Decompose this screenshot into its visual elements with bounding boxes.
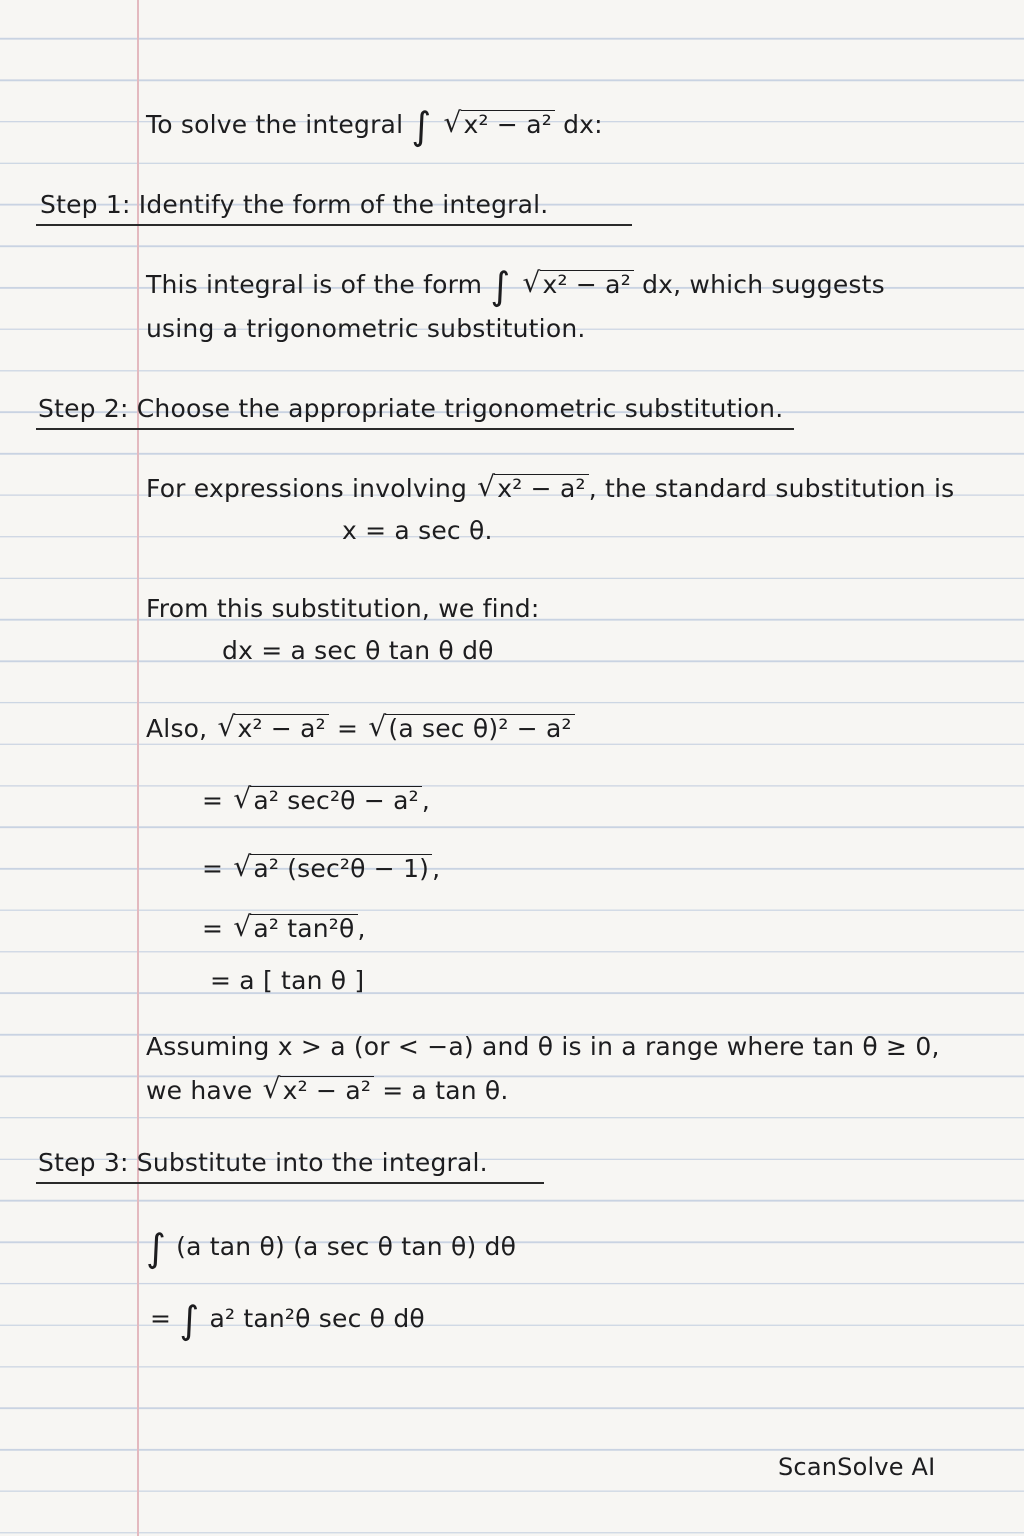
step1-line2: using a trigonometric substitution.	[146, 314, 586, 343]
intro-line	[146, 104, 603, 148]
integral-sign: ∫	[411, 104, 432, 148]
step2-heading: Step 2: Choose the appropriate trigonometric substitution.	[38, 394, 784, 423]
brand-watermark: ScanSolve AI	[778, 1453, 936, 1481]
integral-sign: ∫	[146, 1226, 166, 1270]
sqrt-expression: √ a² tan²θ	[233, 912, 357, 946]
sqrt-expression: √ x² − a²	[217, 712, 328, 746]
sqrt-expression: √ x² − a²	[477, 472, 588, 506]
sqrt-expression: √ a² sec²θ − a²	[233, 784, 422, 818]
step3-heading: Step 3: Substitute into the integral.	[38, 1148, 488, 1177]
integral-sign: ∫	[490, 264, 511, 308]
radicand: x² − a²	[461, 110, 555, 139]
margin-line	[137, 0, 139, 1536]
also-line: Also, √ x² − a² = √ (a sec θ)² − a²	[146, 712, 575, 746]
sqrt-expression: √ x² − a²	[523, 268, 634, 302]
simplify-step2: = √ a² (sec²θ − 1) ,	[202, 852, 440, 886]
substitution-equation: x = a sec θ.	[342, 516, 493, 545]
assumption-line1: Assuming x > a (or < −a) and θ is in a range where tan θ ≥ 0,	[146, 1032, 940, 1061]
step3-underline	[36, 1182, 544, 1184]
step1-heading: Step 1: Identify the form of the integral.	[40, 190, 549, 219]
step1-underline	[36, 224, 632, 226]
simplify-step4: = a [ tan θ ]	[210, 966, 365, 995]
sqrt-expression: √ (a sec θ)² − a²	[368, 712, 574, 746]
step2-line1: For expressions involving √ x² − a² , the standard substitution is	[146, 472, 954, 506]
integral-sign: ∫	[179, 1298, 200, 1342]
sqrt-expression: √ x² − a²	[263, 1074, 374, 1108]
simplify-step1: = √ a² sec²θ − a² ,	[202, 784, 430, 818]
simplify-step3: = √ a² tan²θ ,	[202, 912, 366, 946]
step1-line1: This integral is of the form ∫ √ x² − a² dx, which suggests	[146, 264, 885, 308]
step2-line3: From this substitution, we find:	[146, 594, 540, 623]
intro-prefix: To solve the integral	[146, 110, 404, 139]
intro-suffix: dx:	[563, 110, 603, 139]
step2-underline	[36, 428, 794, 430]
assumption-line2: we have √ x² − a² = a tan θ.	[146, 1074, 509, 1108]
dx-equation: dx = a sec θ tan θ dθ	[222, 636, 494, 665]
step3-line1: ∫ (a tan θ) (a sec θ tan θ) dθ	[146, 1226, 517, 1270]
sqrt-expression: √ a² (sec²θ − 1)	[233, 852, 432, 886]
step3-line2: = ∫ a² tan²θ sec θ dθ	[150, 1298, 425, 1342]
sqrt-expression: √ x² − a²	[444, 108, 555, 142]
